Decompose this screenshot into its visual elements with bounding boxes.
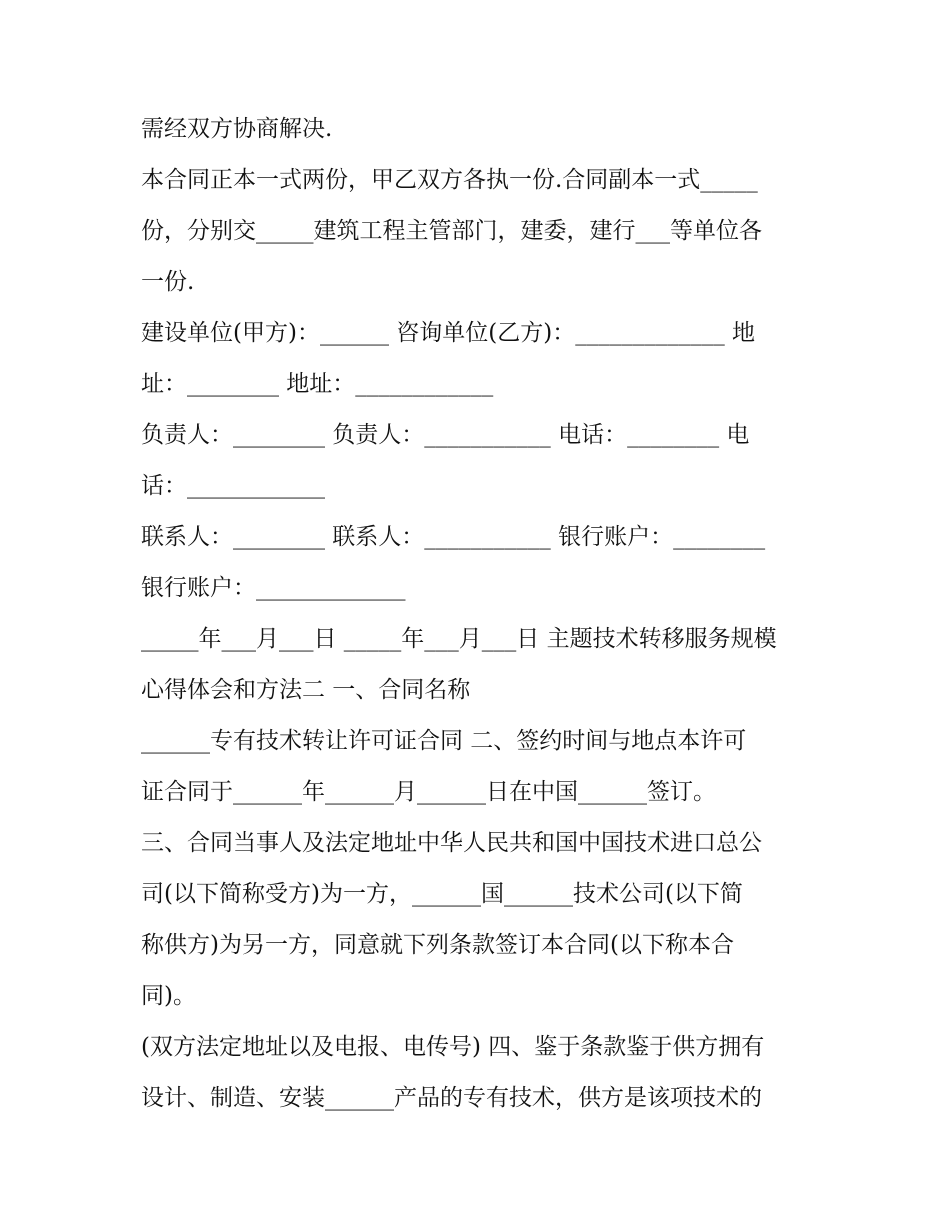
text-line-3: 份，分别交_____建筑工程主管部门，建委，建行___等单位各 <box>141 218 762 244</box>
text-line-12: 心得体会和方法二 一、合同名称 <box>141 677 471 703</box>
document-body <box>141 104 821 1124</box>
text-line-13: ______专有技术转让许可证合同 二、签约时间与地点本许可 <box>141 728 747 754</box>
text-line-8: 话：____________ <box>141 473 325 499</box>
text-line-20: 设计、制造、安装______产品的专有技术，供方是该项技术的 <box>141 1085 762 1111</box>
text-line-15: 三、合同当事人及法定地址中华人民共和国中国技术进口总公 <box>141 830 762 856</box>
text-line-14: 证合同于______年______月______日在中国______签订。 <box>141 779 716 805</box>
text-line-16: 司(以下简称受方)为一方，______国______技术公司(以下简 <box>141 881 743 907</box>
text-line-2: 本合同正本一式两份，甲乙双方各执一份.合同副本一式_____ <box>141 167 758 193</box>
text-line-6: 址：________ 地址：____________ <box>141 371 494 397</box>
text-line-9: 联系人：________ 联系人：___________ 银行账户：________ <box>141 524 766 550</box>
text-line-7: 负责人：________ 负责人：___________ 电话：________ 电 <box>141 422 750 448</box>
text-line-19: (双方法定地址以及电报、电传号) 四、鉴于条款鉴于供方拥有 <box>141 1034 765 1060</box>
text-line-17: 称供方)为另一方，同意就下列条款签订本合同(以下称本合 <box>141 932 734 958</box>
text-line-4: 一份. <box>141 269 195 295</box>
text-line-10: 银行账户：_____________ <box>141 575 406 601</box>
text-line-5: 建设单位(甲方)：______ 咨询单位(乙方)：_____________ 地 <box>141 320 756 346</box>
text-line-11: _____年___月___日 _____年___月___日 主题技术转移服务规模 <box>141 626 777 652</box>
text-line-18: 同)。 <box>141 983 196 1009</box>
text-line-1: 需经双方协商解决. <box>141 116 333 142</box>
